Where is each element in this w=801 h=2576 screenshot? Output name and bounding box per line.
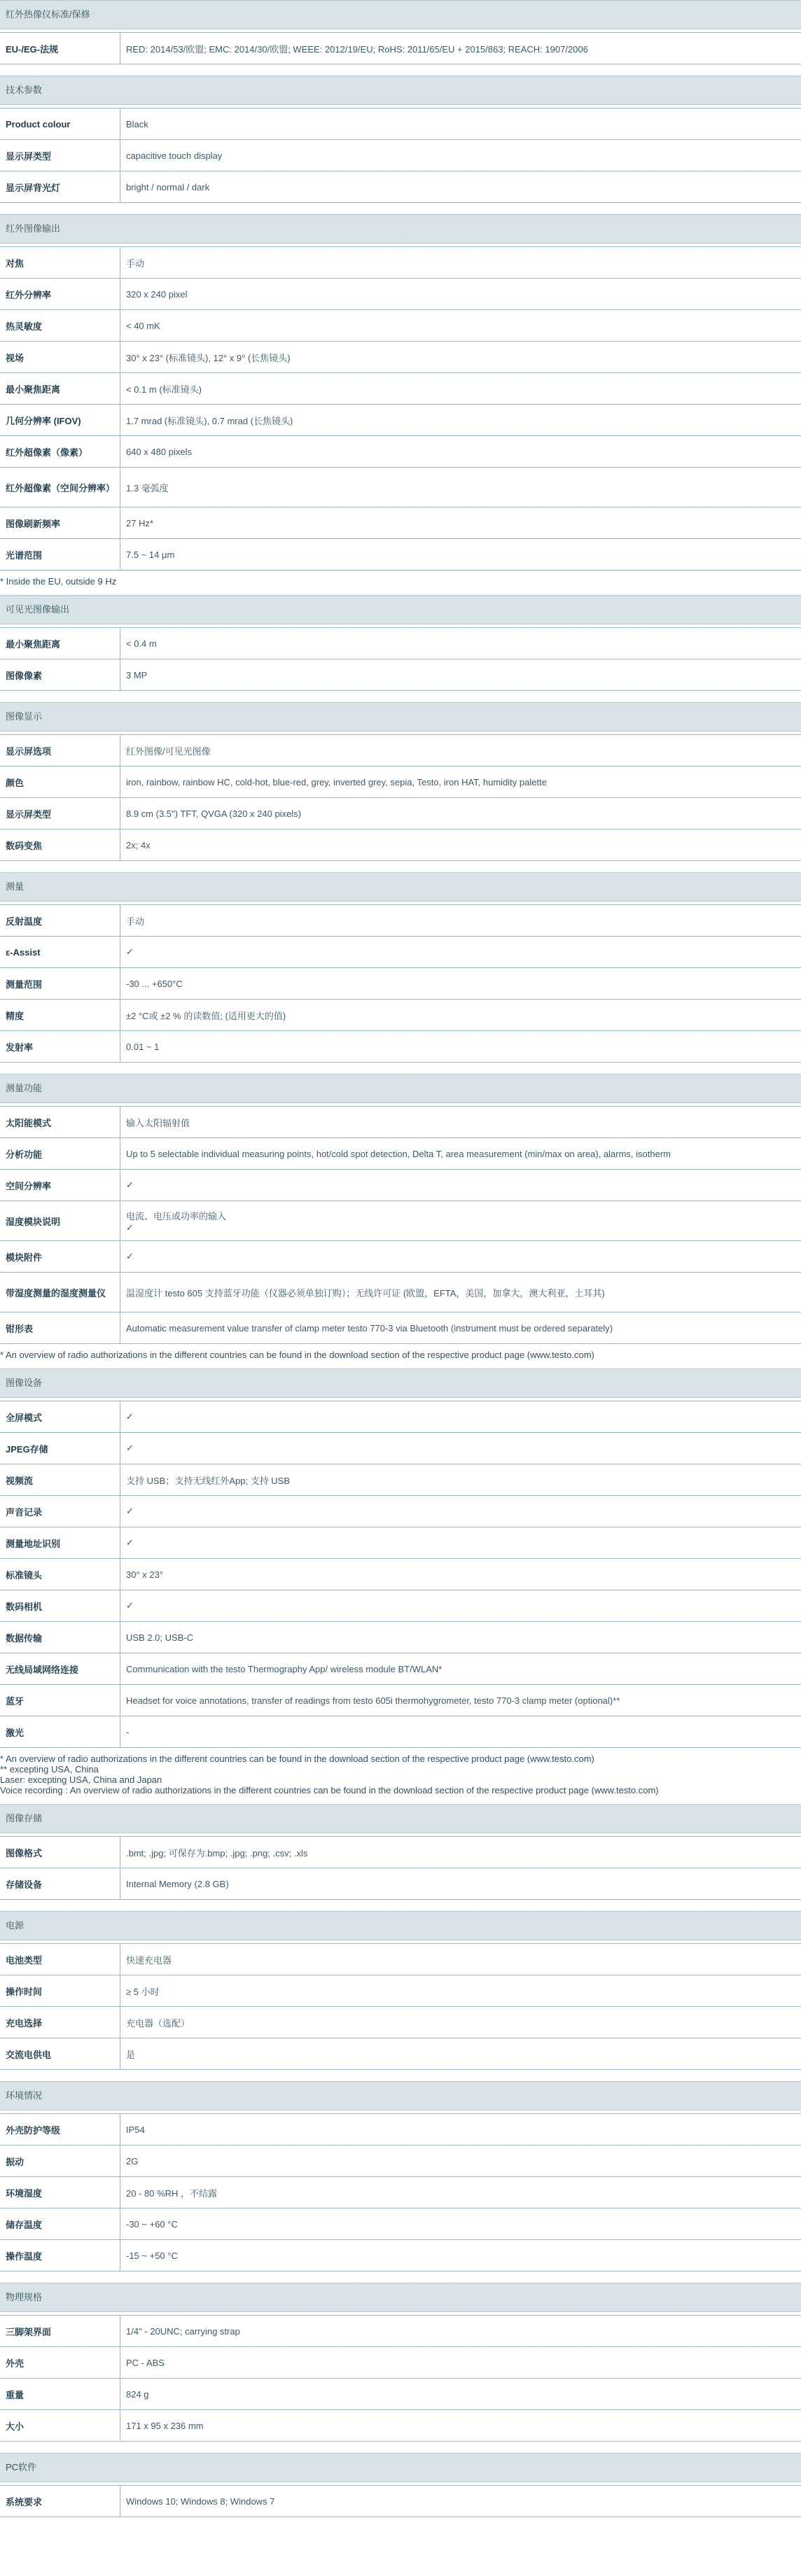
spec-label: 图像刷新频率 bbox=[0, 507, 120, 539]
table-row bbox=[0, 1944, 801, 1975]
spec-value: capacitive touch display bbox=[120, 140, 801, 172]
spec-value: ✓ bbox=[120, 937, 801, 968]
table-row bbox=[0, 2208, 801, 2240]
table-row bbox=[0, 2316, 801, 2347]
spec-label: 系统要求 bbox=[0, 2486, 120, 2517]
table-row bbox=[0, 172, 801, 203]
table-row bbox=[0, 937, 801, 968]
table-row bbox=[0, 507, 801, 539]
spec-label: 最小聚焦距离 bbox=[0, 628, 120, 659]
footnote-line: ** excepting USA, China bbox=[0, 1764, 99, 1774]
table-row bbox=[0, 2379, 801, 2410]
spec-label: 标准镜头 bbox=[0, 1559, 120, 1590]
spec-label: 电池类型 bbox=[0, 1944, 120, 1975]
spec-value: PC - ABS bbox=[120, 2347, 801, 2379]
spec-table-vis bbox=[0, 627, 801, 691]
spec-value: < 0.1 m (标准镜头) bbox=[120, 373, 801, 405]
spec-table-equip bbox=[0, 1401, 801, 1748]
spec-value: 3 MP bbox=[120, 659, 801, 691]
spec-label: 显示屏选项 bbox=[0, 735, 120, 766]
table-row bbox=[0, 279, 801, 310]
spec-value: 7.5 ~ 14 µm bbox=[120, 539, 801, 570]
spec-label: 激光 bbox=[0, 1716, 120, 1748]
table-row bbox=[0, 1031, 801, 1063]
spec-table-eu bbox=[0, 32, 801, 64]
spec-value: ✓ bbox=[120, 1401, 801, 1433]
spec-value: iron, rainbow, rainbow HC, cold-hot, blue-red, grey, inverted grey, sepia, Testo, iron HAT, humidity palette bbox=[120, 766, 801, 798]
spec-value: Up to 5 selectable individual measuring points, hot/cold spot detection, Delta T, area measurement (min/max on area), alarms, isotherm bbox=[120, 1138, 801, 1170]
table-row bbox=[0, 905, 801, 937]
spec-label: 图像格式 bbox=[0, 1837, 120, 1868]
table-row bbox=[0, 2114, 801, 2146]
spec-value: -30 ~ +60 °C bbox=[120, 2208, 801, 2240]
section-heading-func: 测量功能 bbox=[0, 1074, 801, 1103]
section-heading-env: 环境情况 bbox=[0, 2081, 801, 2110]
spec-value: 1.7 mrad (标准镜头), 0.7 mrad (长焦镜头) bbox=[120, 405, 801, 436]
table-row bbox=[0, 436, 801, 468]
spec-value: 0.01 ~ 1 bbox=[120, 1031, 801, 1063]
spec-label: 全屏模式 bbox=[0, 1401, 120, 1433]
spec-label: 光谱范围 bbox=[0, 539, 120, 570]
spec-label: 环境湿度 bbox=[0, 2177, 120, 2208]
spec-label: 交流电供电 bbox=[0, 2038, 120, 2070]
table-row bbox=[0, 1241, 801, 1273]
footnote-line: Laser: excepting USA, China and Japan bbox=[0, 1774, 162, 1785]
spec-value: 是 bbox=[120, 2038, 801, 2070]
section-heading-disp: 图像显示 bbox=[0, 702, 801, 732]
spec-value: Headset for voice annotations, transfer of readings from testo 605i thermohygrometer, testo 770-3 clamp meter (optional)** bbox=[120, 1685, 801, 1716]
spec-value: < 0.4 m bbox=[120, 628, 801, 659]
spec-label: 钳形表 bbox=[0, 1312, 120, 1344]
table-row bbox=[0, 1464, 801, 1496]
spec-value: 快速充电器 bbox=[120, 1944, 801, 1975]
table-row bbox=[0, 1201, 801, 1241]
section-heading-tech: 技术参数 bbox=[0, 76, 801, 105]
table-row bbox=[0, 1496, 801, 1527]
section-heading-pc: PC软件 bbox=[0, 2453, 801, 2482]
spec-label: 重量 bbox=[0, 2379, 120, 2410]
spec-value: ✓ bbox=[120, 1433, 801, 1464]
spec-label: 空间分辨率 bbox=[0, 1170, 120, 1201]
spec-label: 三脚架界面 bbox=[0, 2316, 120, 2347]
table-row bbox=[0, 1837, 801, 1868]
spec-value: -15 ~ +50 °C bbox=[120, 2240, 801, 2272]
spec-label: 无线局域网络连接 bbox=[0, 1653, 120, 1685]
table-row bbox=[0, 659, 801, 691]
spec-table-power bbox=[0, 1943, 801, 2070]
spec-label: 数据传输 bbox=[0, 1622, 120, 1653]
table-row bbox=[0, 1868, 801, 1900]
spec-label: 太阳能模式 bbox=[0, 1107, 120, 1138]
spec-label: 视场 bbox=[0, 342, 120, 373]
section-heading-equip: 图像设备 bbox=[0, 1368, 801, 1398]
spec-label: 充电选择 bbox=[0, 2007, 120, 2038]
spec-value: USB 2.0; USB-C bbox=[120, 1622, 801, 1653]
table-row bbox=[0, 1685, 801, 1716]
spec-label: 发射率 bbox=[0, 1031, 120, 1063]
table-row bbox=[0, 830, 801, 861]
spec-label: 带湿度测量的湿度测量仪 bbox=[0, 1273, 120, 1312]
spec-value: < 40 mK bbox=[120, 310, 801, 342]
table-row bbox=[0, 1622, 801, 1653]
table-row bbox=[0, 1107, 801, 1138]
table-row bbox=[0, 2146, 801, 2177]
spec-value: 640 x 480 pixels bbox=[120, 436, 801, 468]
spec-label: 储存温度 bbox=[0, 2208, 120, 2240]
spec-value: bright / normal / dark bbox=[120, 172, 801, 203]
section-heading-power: 电源 bbox=[0, 1911, 801, 1940]
table-row bbox=[0, 108, 801, 140]
section-heading-vis: 可见光图像输出 bbox=[0, 595, 801, 624]
table-row bbox=[0, 247, 801, 279]
spec-table-pc bbox=[0, 2485, 801, 2517]
spec-label: 显示屏类型 bbox=[0, 140, 120, 172]
spec-label: 声音记录 bbox=[0, 1496, 120, 1527]
spec-table-disp bbox=[0, 734, 801, 861]
spec-value: Windows 10; Windows 8; Windows 7 bbox=[120, 2486, 801, 2517]
spec-value: 温湿度计 testo 605 支持蓝牙功能（仪器必须单独订购）；无线许可证 (欧盟，EFTA，美国，加拿大，澳大利亚，土耳其) bbox=[120, 1273, 801, 1312]
spec-value: Black bbox=[120, 108, 801, 140]
spec-value: 824 g bbox=[120, 2379, 801, 2410]
spec-label: 大小 bbox=[0, 2410, 120, 2442]
spec-label: 视频流 bbox=[0, 1464, 120, 1496]
spec-label: 模块附件 bbox=[0, 1241, 120, 1273]
spec-value: ✓ bbox=[120, 1170, 801, 1201]
spec-label: 对焦 bbox=[0, 247, 120, 279]
footnote-line: * An overview of radio authorizations in the different countries can be found in the download section of the respective product page (www.testo.com) bbox=[0, 1350, 594, 1360]
spec-value: 手动 bbox=[120, 247, 801, 279]
table-row bbox=[0, 1527, 801, 1559]
spec-value: 手动 bbox=[120, 905, 801, 937]
spec-label: EU-/EG-法规 bbox=[0, 33, 120, 64]
spec-value: IP54 bbox=[120, 2114, 801, 2146]
spec-value: 320 x 240 pixel bbox=[120, 279, 801, 310]
table-row bbox=[0, 1401, 801, 1433]
table-row bbox=[0, 2177, 801, 2208]
spec-value: -30 ... +650°C bbox=[120, 968, 801, 1000]
spec-label: 测量范围 bbox=[0, 968, 120, 1000]
section-heading-eu: 红外热像仪标准/保修 bbox=[0, 0, 801, 29]
spec-table-tech bbox=[0, 108, 801, 203]
table-row bbox=[0, 798, 801, 830]
spec-label: 红外超像素（空间分辨率） bbox=[0, 468, 120, 507]
spec-label: 操作温度 bbox=[0, 2240, 120, 2272]
section-heading-store: 图像存储 bbox=[0, 1804, 801, 1833]
spec-label: 颜色 bbox=[0, 766, 120, 798]
spec-table-meas bbox=[0, 904, 801, 1063]
spec-label: 数码变焦 bbox=[0, 830, 120, 861]
footnote bbox=[0, 570, 801, 595]
spec-value: .bmt; .jpg; 可保存为.bmp; .jpg; .png; .csv; .xls bbox=[120, 1837, 801, 1868]
table-row bbox=[0, 2038, 801, 2070]
spec-label: 精度 bbox=[0, 1000, 120, 1031]
spec-value: ±2 °C或 ±2 % 的读数值; (适用更大的值) bbox=[120, 1000, 801, 1031]
spec-value: 红外图像/可见光图像 bbox=[120, 735, 801, 766]
table-row bbox=[0, 1170, 801, 1201]
spec-label: 红外分辨率 bbox=[0, 279, 120, 310]
spec-label: 湿度模块说明 bbox=[0, 1201, 120, 1241]
spec-label: 显示屏背光灯 bbox=[0, 172, 120, 203]
spec-value: 20 - 80 %RH ，不结露 bbox=[120, 2177, 801, 2208]
spec-label: 显示屏类型 bbox=[0, 798, 120, 830]
spec-label: 蓝牙 bbox=[0, 1685, 120, 1716]
table-row bbox=[0, 735, 801, 766]
table-row bbox=[0, 1433, 801, 1464]
spec-label: 红外超像素（像素） bbox=[0, 436, 120, 468]
spec-label: 分析功能 bbox=[0, 1138, 120, 1170]
table-row bbox=[0, 2410, 801, 2442]
footnote bbox=[0, 1748, 801, 1804]
table-row bbox=[0, 766, 801, 798]
spec-value: 2x; 4x bbox=[120, 830, 801, 861]
spec-value: 171 x 95 x 236 mm bbox=[120, 2410, 801, 2442]
table-row bbox=[0, 2240, 801, 2272]
section-heading-ir: 红外图像输出 bbox=[0, 214, 801, 244]
spec-value: 1.3 毫弧度 bbox=[120, 468, 801, 507]
spec-value: 8.9 cm (3.5") TFT, QVGA (320 x 240 pixels) bbox=[120, 798, 801, 830]
spec-label: 存储设备 bbox=[0, 1868, 120, 1900]
footnote-line: * An overview of radio authorizations in the different countries can be found in the download section of the respective product page (www.testo.com) bbox=[0, 1754, 594, 1764]
table-row bbox=[0, 1312, 801, 1344]
spec-value: ✓ bbox=[120, 1241, 801, 1273]
spec-value: 1/4" - 20UNC; carrying strap bbox=[120, 2316, 801, 2347]
footnote-line: * Inside the EU, outside 9 Hz bbox=[0, 576, 117, 587]
spec-value: 2G bbox=[120, 2146, 801, 2177]
spec-label: 外壳 bbox=[0, 2347, 120, 2379]
table-row bbox=[0, 1273, 801, 1312]
table-row bbox=[0, 2486, 801, 2517]
spec-label: 最小聚焦距离 bbox=[0, 373, 120, 405]
table-row bbox=[0, 468, 801, 507]
table-row bbox=[0, 628, 801, 659]
spec-value: ✓ bbox=[120, 1527, 801, 1559]
spec-value: 输入太阳辐射值 bbox=[120, 1107, 801, 1138]
spec-value: Internal Memory (2.8 GB) bbox=[120, 1868, 801, 1900]
table-row bbox=[0, 968, 801, 1000]
table-row bbox=[0, 1590, 801, 1622]
spec-label: 图像像素 bbox=[0, 659, 120, 691]
spec-label: 几何分辨率 (IFOV) bbox=[0, 405, 120, 436]
table-row bbox=[0, 2347, 801, 2379]
spec-value: ✓ bbox=[120, 1590, 801, 1622]
spec-value: ≥ 5 小时 bbox=[120, 1975, 801, 2007]
table-row bbox=[0, 140, 801, 172]
spec-value: 30° x 23° (标准镜头), 12° x 9° (长焦镜头) bbox=[120, 342, 801, 373]
section-heading-meas: 测量 bbox=[0, 872, 801, 902]
spec-value: Communication with the testo Thermography App/ wireless module BT/WLAN* bbox=[120, 1653, 801, 1685]
spec-label: ε-Assist bbox=[0, 937, 120, 968]
table-row bbox=[0, 2007, 801, 2038]
spec-table-store bbox=[0, 1836, 801, 1900]
spec-value: - bbox=[120, 1716, 801, 1748]
table-row bbox=[0, 310, 801, 342]
spec-label: 数码相机 bbox=[0, 1590, 120, 1622]
spec-label: 反射温度 bbox=[0, 905, 120, 937]
table-row bbox=[0, 1559, 801, 1590]
spec-label: JPEG存储 bbox=[0, 1433, 120, 1464]
table-row bbox=[0, 373, 801, 405]
table-row bbox=[0, 405, 801, 436]
spec-label: Product colour bbox=[0, 108, 120, 140]
spec-value: 充电器（选配） bbox=[120, 2007, 801, 2038]
spec-value: 电流、电压或功率的输入 ✓ bbox=[120, 1201, 801, 1241]
spec-label: 测量地址识别 bbox=[0, 1527, 120, 1559]
footnote bbox=[0, 1344, 801, 1368]
table-row bbox=[0, 1138, 801, 1170]
table-row bbox=[0, 33, 801, 64]
table-row bbox=[0, 1653, 801, 1685]
spec-value: ✓ bbox=[120, 1496, 801, 1527]
spec-label: 外壳防护等级 bbox=[0, 2114, 120, 2146]
table-row bbox=[0, 539, 801, 570]
spec-table-env bbox=[0, 2113, 801, 2272]
table-row bbox=[0, 1975, 801, 2007]
footnote-line: Voice recording : An overview of radio authorizations in the different countries can be found in the download section of the respective product page (www.testo.com) bbox=[0, 1785, 659, 1795]
spec-table-ir bbox=[0, 246, 801, 570]
spec-value: 27 Hz* bbox=[120, 507, 801, 539]
spec-label: 热灵敏度 bbox=[0, 310, 120, 342]
table-row bbox=[0, 1000, 801, 1031]
table-row bbox=[0, 1716, 801, 1748]
spec-value: 支持 USB；支持无线红外App; 支持 USB bbox=[120, 1464, 801, 1496]
spec-label: 操作时间 bbox=[0, 1975, 120, 2007]
spec-table-phys bbox=[0, 2315, 801, 2442]
spec-label: 振动 bbox=[0, 2146, 120, 2177]
spec-value: 30° x 23° bbox=[120, 1559, 801, 1590]
section-heading-phys: 物理规格 bbox=[0, 2283, 801, 2312]
table-row bbox=[0, 342, 801, 373]
spec-value: RED: 2014/53/欧盟; EMC: 2014/30/欧盟; WEEE: 2012/19/EU; RoHS: 2011/65/EU + 2015/863; REACH: 1907/2006 bbox=[120, 33, 801, 64]
spec-table-func bbox=[0, 1106, 801, 1344]
spec-value: Automatic measurement value transfer of clamp meter testo 770-3 via Bluetooth (instrument must be ordered separately) bbox=[120, 1312, 801, 1344]
